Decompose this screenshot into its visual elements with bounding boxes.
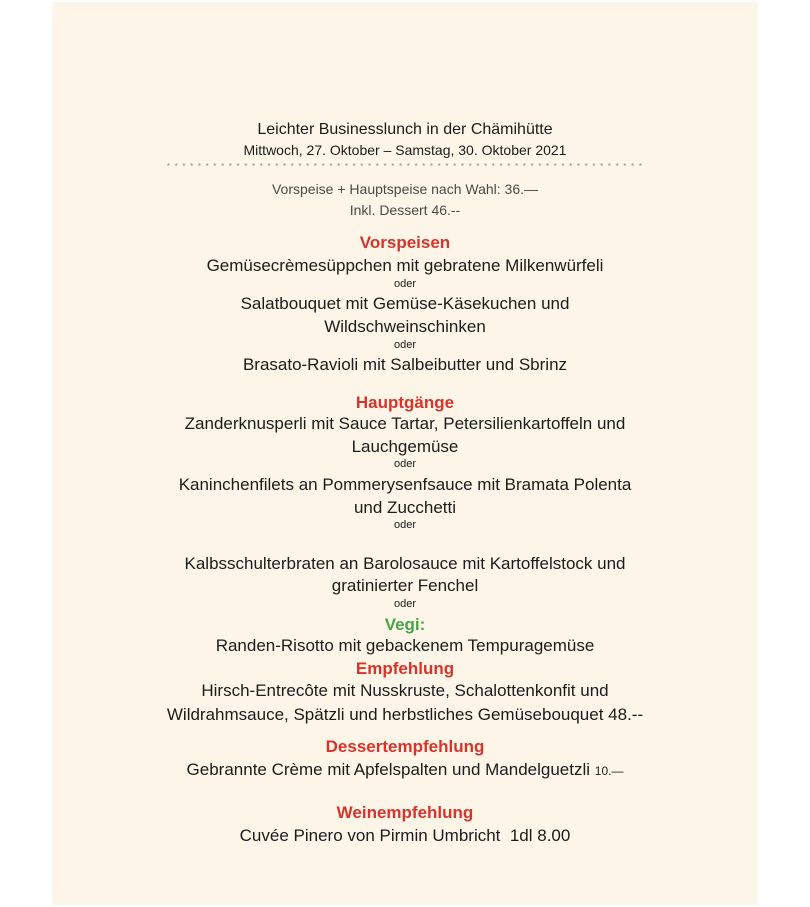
section-title-vorspeisen: Vorspeisen xyxy=(359,233,451,252)
or-separator: oder xyxy=(393,519,417,531)
dish-salatbouquet-line1: Salatbouquet mit Gemüse-Käsekuchen und xyxy=(240,294,570,313)
dotted-divider: * * * * * * * * * * * * * * * * * * * * * * * * * * * * * * * * * * * * * * * * * * * * * * * * * * * * * * * * * * * * * * xyxy=(166,162,644,171)
wine-recommendation: Cuvée Pinero von Pirmin Umbricht 1dl 8.00 xyxy=(239,826,571,845)
dish-hirsch-entrecote-line1: Hirsch-Entrecôte mit Nusskruste, Schalottenkonfit und xyxy=(201,681,609,700)
or-separator: oder xyxy=(393,278,417,290)
menu-title: Leichter Businesslunch in der Chämihütte xyxy=(257,121,553,138)
dish-zanderknusperli-line1: Zanderknusperli mit Sauce Tartar, Petersilienkartoffeln und xyxy=(184,414,626,433)
offer-dessert-line: Inkl. Dessert 46.-- xyxy=(349,202,461,218)
section-title-wein: Weinempfehlung xyxy=(336,803,474,822)
dish-zanderknusperli-line2: Lauchgemüse xyxy=(351,437,459,456)
menu-dates: Mittwoch, 27. Oktober – Samstag, 30. Oktober 2021 xyxy=(243,142,567,158)
dish-kalbsschulterbraten-line2: gratinierter Fenchel xyxy=(331,576,479,595)
dish-salatbouquet-line2: Wildschweinschinken xyxy=(324,317,486,336)
section-title-empfehlung: Empfehlung xyxy=(355,659,455,678)
dish-randen-risotto: Randen-Risotto mit gebackenem Tempuragemüse xyxy=(215,636,595,655)
section-title-dessert: Dessertempfehlung xyxy=(325,737,485,756)
or-separator: oder xyxy=(393,339,417,351)
dish-gemuesecreme: Gemüsecrèmesüppchen mit gebratene Milkenwürfeli xyxy=(206,256,604,275)
dish-hirsch-entrecote-line2: Wildrahmsauce, Spätzli und herbstliches Gemüsebouquet 48.-- xyxy=(166,705,644,724)
dish-kaninchenfilets-line2: und Zucchetti xyxy=(353,498,457,517)
dish-kalbsschulterbraten-line1: Kalbsschulterbraten an Barolosauce mit Kartoffelstock und xyxy=(184,554,626,573)
dessert-price: 10.— xyxy=(594,764,624,778)
offer-price-line: Vorspeise + Hauptspeise nach Wahl: 36.— xyxy=(271,181,539,197)
dish-kaninchenfilets-line1: Kaninchenfilets an Pommerysenfsauce mit Bramata Polenta xyxy=(178,475,632,494)
section-title-vegi: Vegi: xyxy=(384,615,426,634)
or-separator: oder xyxy=(393,458,417,470)
section-title-hauptgaenge: Hauptgänge xyxy=(355,393,455,412)
or-separator: oder xyxy=(393,598,417,610)
dessert-name: Gebrannte Crème mit Apfelspalten und Mandelguetzli xyxy=(186,760,591,779)
dish-gebrannte-creme xyxy=(52,761,758,778)
dish-brasato-ravioli: Brasato-Ravioli mit Salbeibutter und Sbrinz xyxy=(242,355,568,374)
